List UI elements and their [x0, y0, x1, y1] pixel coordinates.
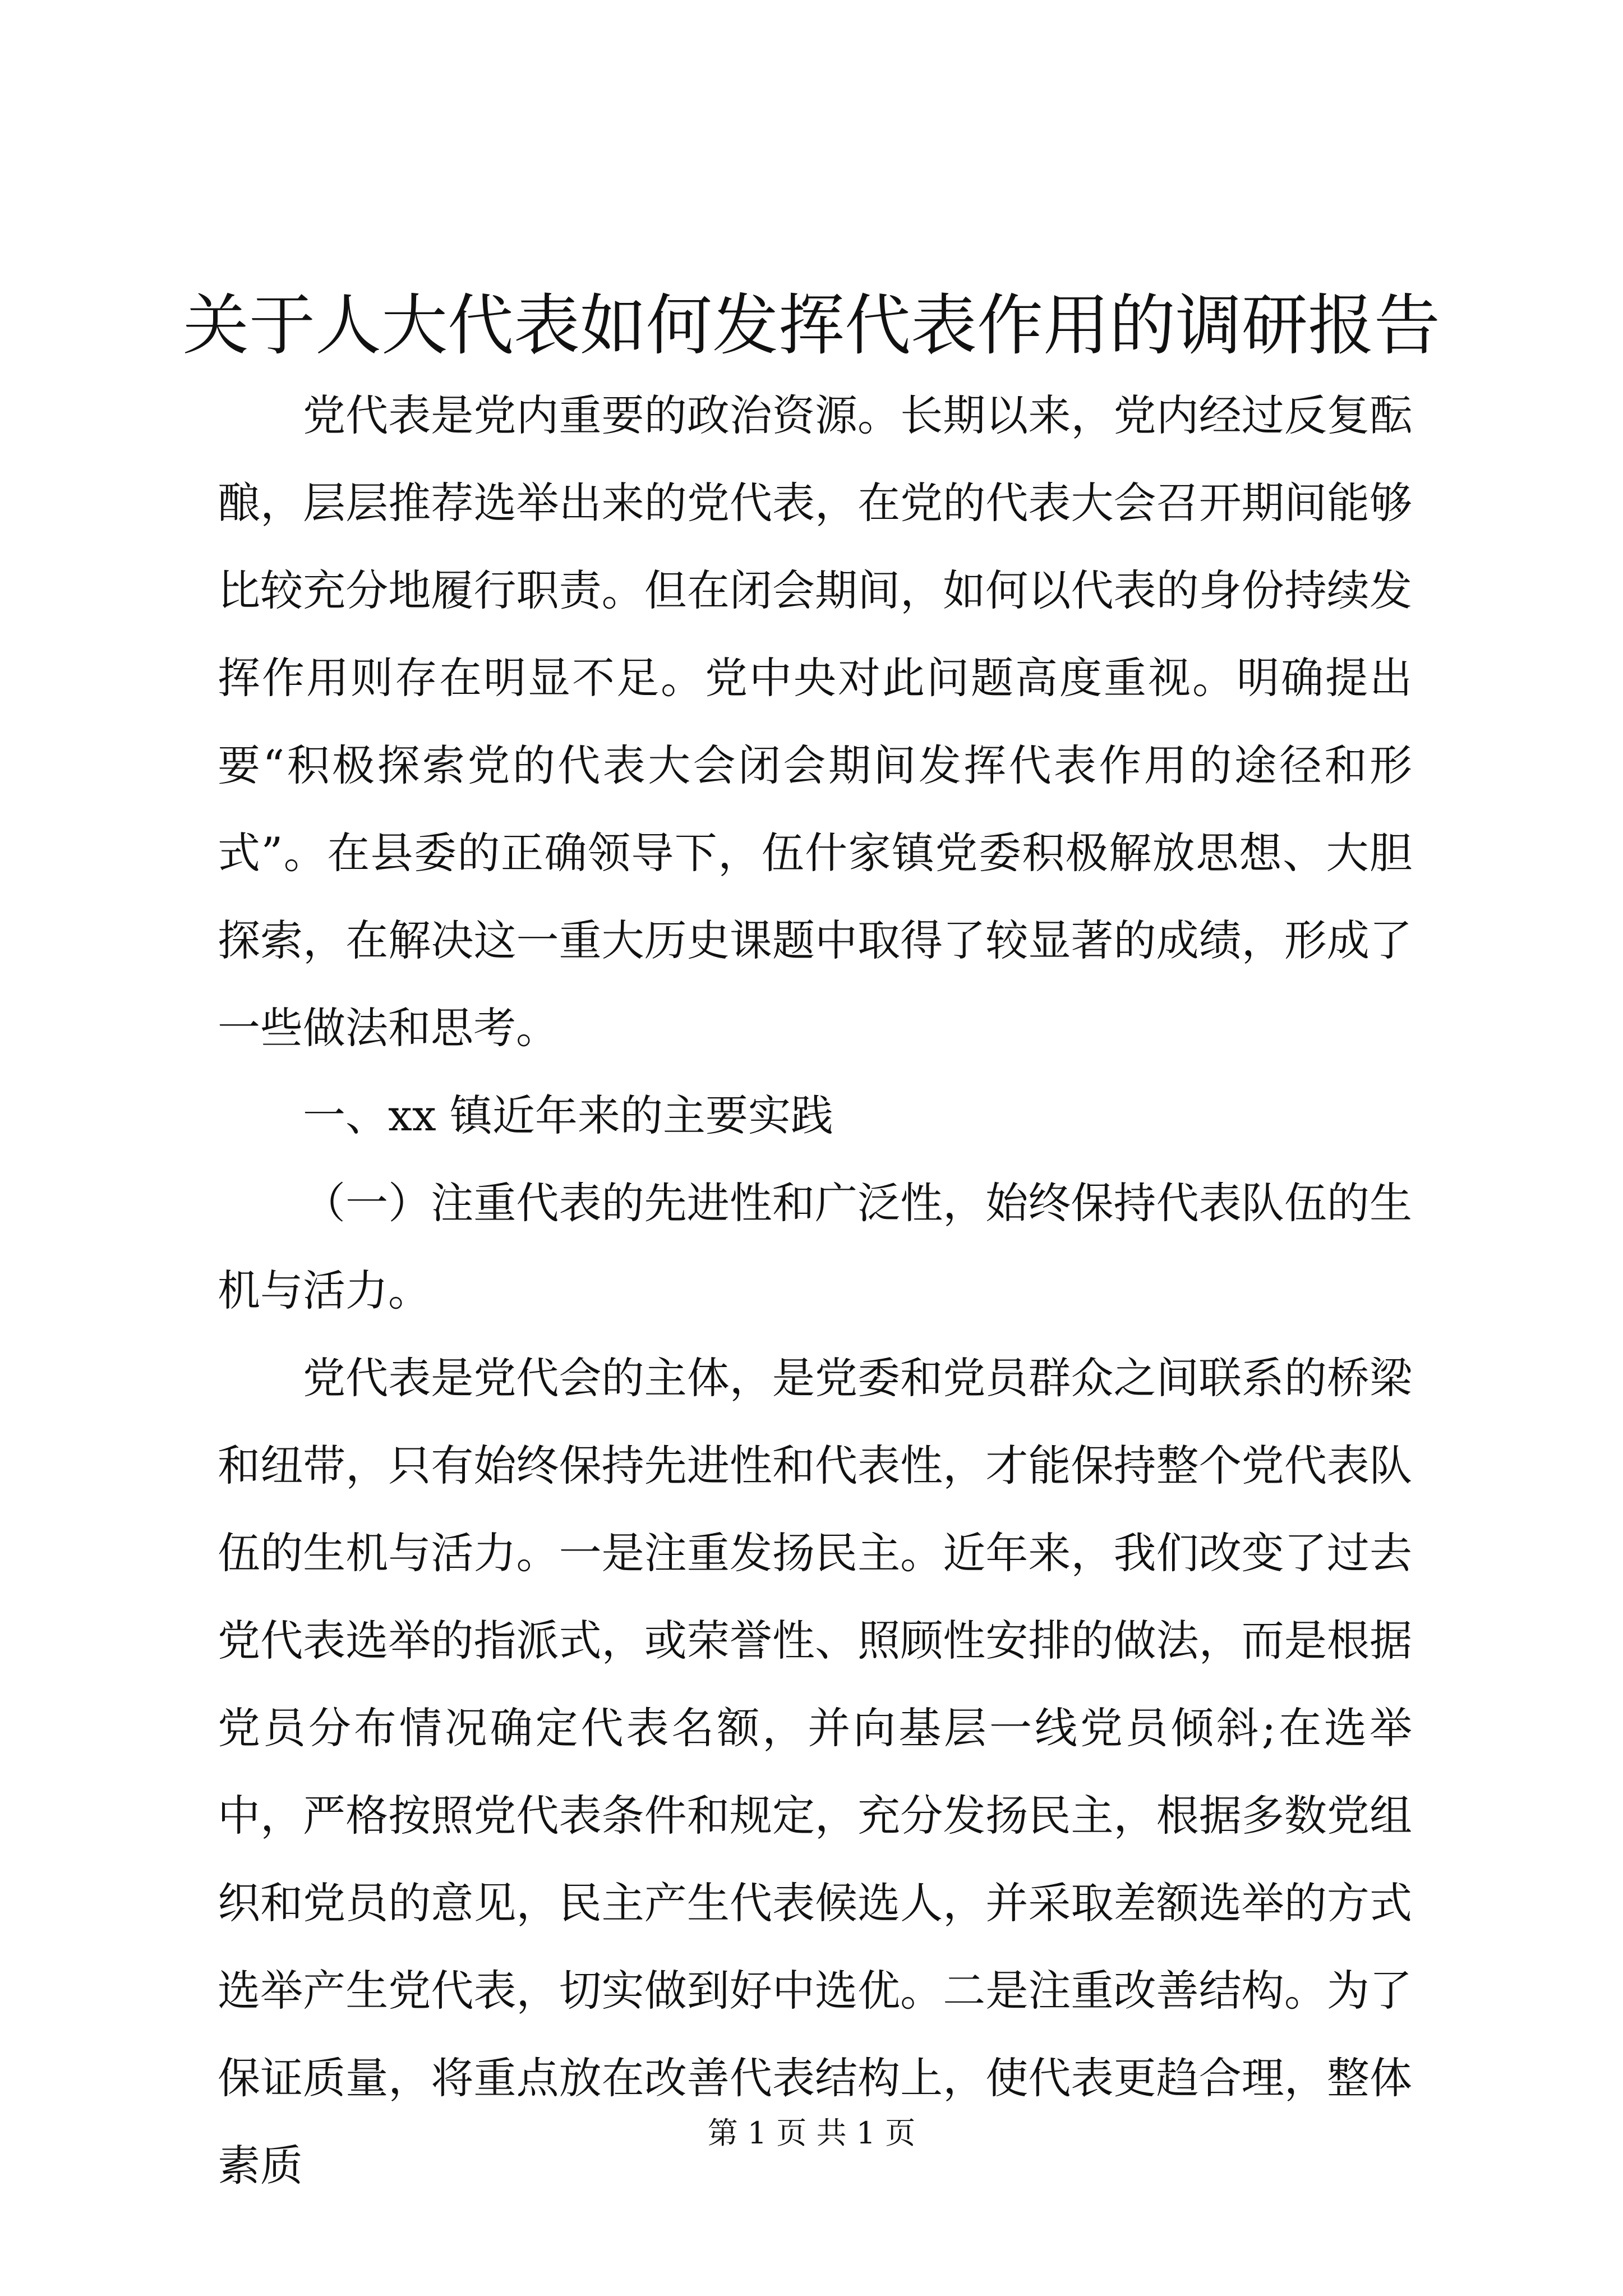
section-heading: 一、xx 镇近年来的主要实践 — [303, 1091, 833, 1140]
subsection-heading: （一）注重代表的先进性和广泛性，始终保持代表队伍的生机与活力。 — [218, 1178, 1412, 1315]
document-body — [218, 372, 1412, 2210]
paragraph-intro: 党代表是党内重要的政治资源。长期以来，党内经过反复酝酿，层层推荐选举出来的党代表，在党的代表大会召开期间能够比较充分地履行职责。但在闭会期间，如何以代表的身份持续发挥作用则存在明显不足。党中央对此问题高度重视。明确提出要“积极探索党的代表大会闭会期间发挥代表作用的途径和形式”。在县委的正确领导下，伍什家镇党委积极解放思想、大胆探索，在解决这一重大历史课题中取得了较显著的成绩，形成了一些做法和思考。 — [218, 390, 1412, 1053]
paragraph-body: 党代表是党代会的主体，是党委和党员群众之间联系的桥梁和纽带，只有始终保持先进性和代表性，才能保持整个党代表队伍的生机与活力。一是注重发扬民主。近年来，我们改变了过去党代表选举的指派式，或荣誉性、照顾性安排的做法，而是根据党员分布情况确定代表名额，并向基层一线党员倾斜;在选举中，严格按照党代表条件和规定，充分发扬民主，根据多数党组织和党员的意见，民主产生代表候选人，并采取差额选举的方式选举产生党代表，切实做到好中选优。二是注重改善结构。为了保证质量，将重点放在改善代表结构上，使代表更趋合理，整体素质 — [218, 1353, 1412, 2191]
page-footer: 第 1 页 共 1 页 — [707, 2115, 916, 2151]
document-title: 关于人大代表如何发挥代表作用的调研报告 — [182, 287, 1440, 364]
